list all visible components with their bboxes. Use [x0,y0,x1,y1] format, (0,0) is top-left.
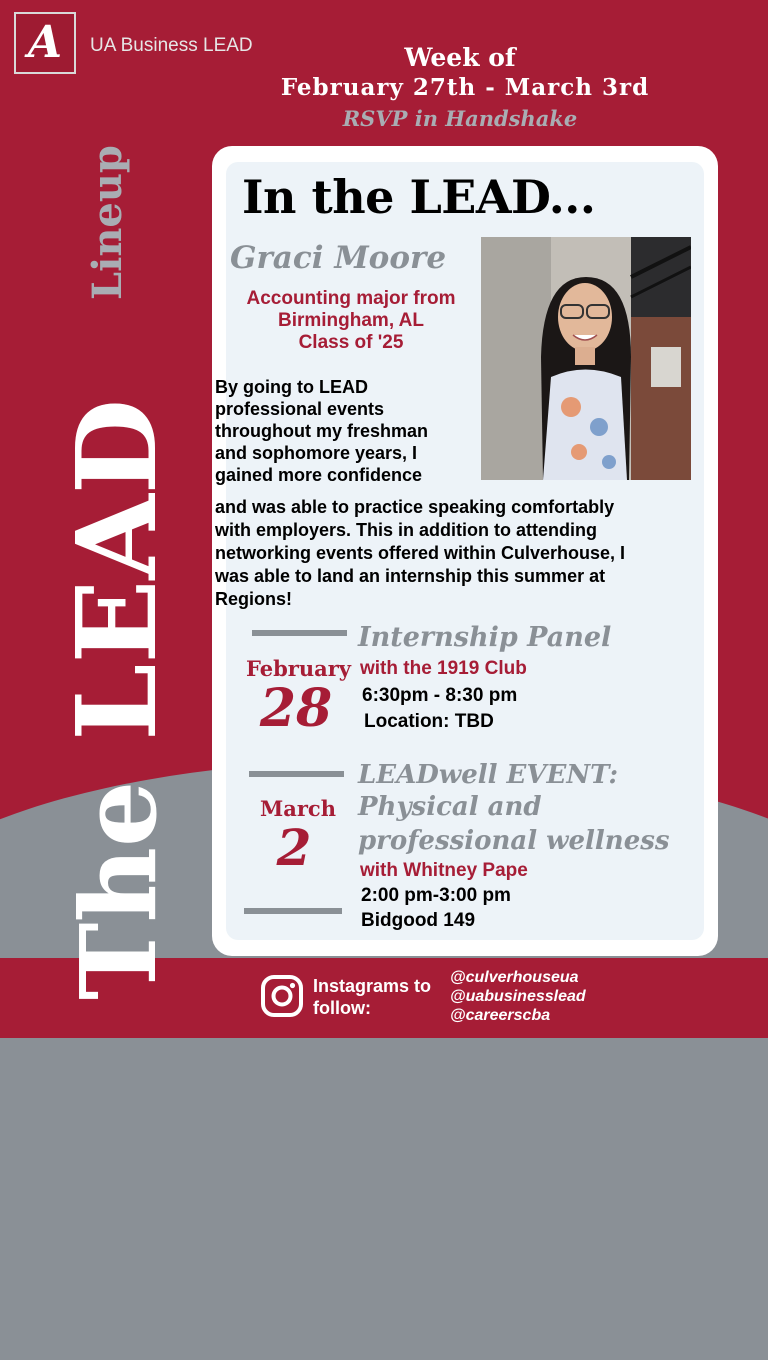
event-2-host: with Whitney Pape [360,860,528,881]
divider-bar [244,908,342,914]
event-2-title-line: Physical and [358,792,542,822]
rsvp-note: RSVP in Handshake [342,106,578,131]
quote-line: was able to land an internship this summer at [215,566,606,586]
event-1-host: with the 1919 Club [360,658,527,679]
instagram-label [313,975,431,1019]
event-1-title: Internship Panel [358,622,612,653]
student-class: Class of '25 [298,332,404,353]
quote-line: networking events offered within Culverhouse, I [215,543,626,563]
quote-line: By going to LEAD [215,377,368,397]
quote-line: with employers. This in addition to attending [215,520,598,540]
title-lineup: Lineup [84,145,131,300]
footer-bottom-band [0,1038,768,1086]
quote-text-narrow [215,376,477,486]
instagram-label-line: Instagrams to [313,976,432,996]
event-1-month: February [246,656,352,681]
quote-line: Regions! [215,589,293,609]
event-2-time: 2:00 pm-3:00 pm [361,885,511,906]
divider-bar [249,771,344,777]
student-major: Accounting major from [246,288,456,309]
event-2-title-line: professional wellness [358,826,670,856]
week-label: Week of [404,43,516,72]
spotlight-heading: In the LEAD... [242,170,596,224]
student-hometown: Birmingham, AL [277,310,425,331]
student-name: Graci Moore [230,240,447,276]
org-name: UA Business LEAD [90,35,253,56]
quote-line: gained more confidence [215,465,423,485]
event-2-month: March [260,796,336,821]
divider-bar [252,630,347,636]
instagram-handle: @careerscba [450,1007,551,1024]
event-2-title-line: LEADwell EVENT: [358,760,619,790]
quote-line: throughout my freshman [215,421,429,441]
event-1-location: Location: TBD [364,711,494,732]
event-2-location: Bidgood 149 [361,910,476,931]
logo-letter: A [27,17,63,68]
event-1-time: 6:30pm - 8:30 pm [362,685,518,706]
vertical-title [52,398,181,1000]
instagram-handles [450,968,586,1025]
quote-line: and sophomore years, I [215,443,418,463]
student-photo [481,237,691,480]
instagram-handle: @uabusinesslead [450,988,586,1005]
instagram-icon [260,974,304,1018]
quote-line: professional events [215,399,385,419]
alabama-logo [14,12,76,74]
quote-line: and was able to practice speaking comfortably [215,497,615,517]
student-info [220,288,482,354]
title-lead: LEAD [52,398,181,741]
event-1-day: 28 [259,678,333,739]
title-the: The [57,780,180,1000]
event-2-day: 2 [276,818,312,877]
week-dates: February 27th - March 3rd [280,74,650,101]
quote-text-wide [215,496,685,611]
instagram-handle: @culverhouseua [450,969,579,986]
instagram-label-line: follow: [313,998,371,1018]
